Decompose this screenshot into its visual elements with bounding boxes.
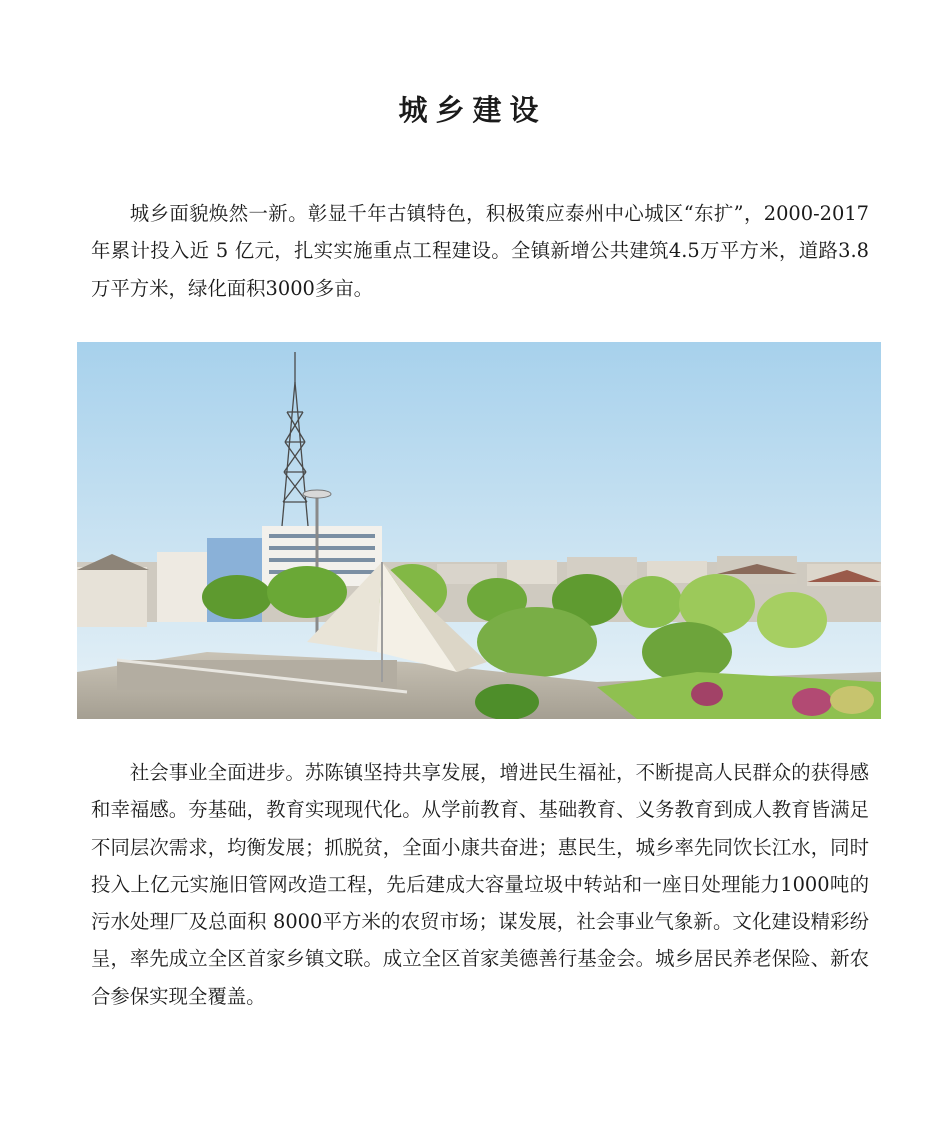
paragraph-urban-construction: 城乡面貌焕然一新。彰显千年古镇特色，积极策应泰州中心城区“东扩”，2000-2017年累计投入近 5 亿元，扎实实施重点工程建设。全镇新增公共建筑4.5万平方米，道路3.8万平方米，绿化面积3000多亩。 [91,202,869,300]
page-title: 城乡建设 [398,93,547,127]
town-photo [77,342,881,719]
paragraph-social-progress: 社会事业全面进步。苏陈镇坚持共享发展，增进民生福祉，不断提高人民群众的获得感和幸福感。夯基础，教育实现现代化。从学前教育、基础教育、义务教育到成人教育皆满足不同层次需求，均衡发展；抓脱贫，全面小康共奋进；惠民生，城乡率先同饮长江水，同时投入上亿元实施旧管网改造工程，先后建成大容量垃圾中转站和一座日处理能力1000吨的污水处理厂及总面积 8000平方米的农贸市场；谋发展，社会事业气象新。文化建设精彩纷呈，率先成立全区首家乡镇文联。成立全区首家美德善行基金会。城乡居民养老保险、新农合参保实现全覆盖。 [91,761,869,1008]
